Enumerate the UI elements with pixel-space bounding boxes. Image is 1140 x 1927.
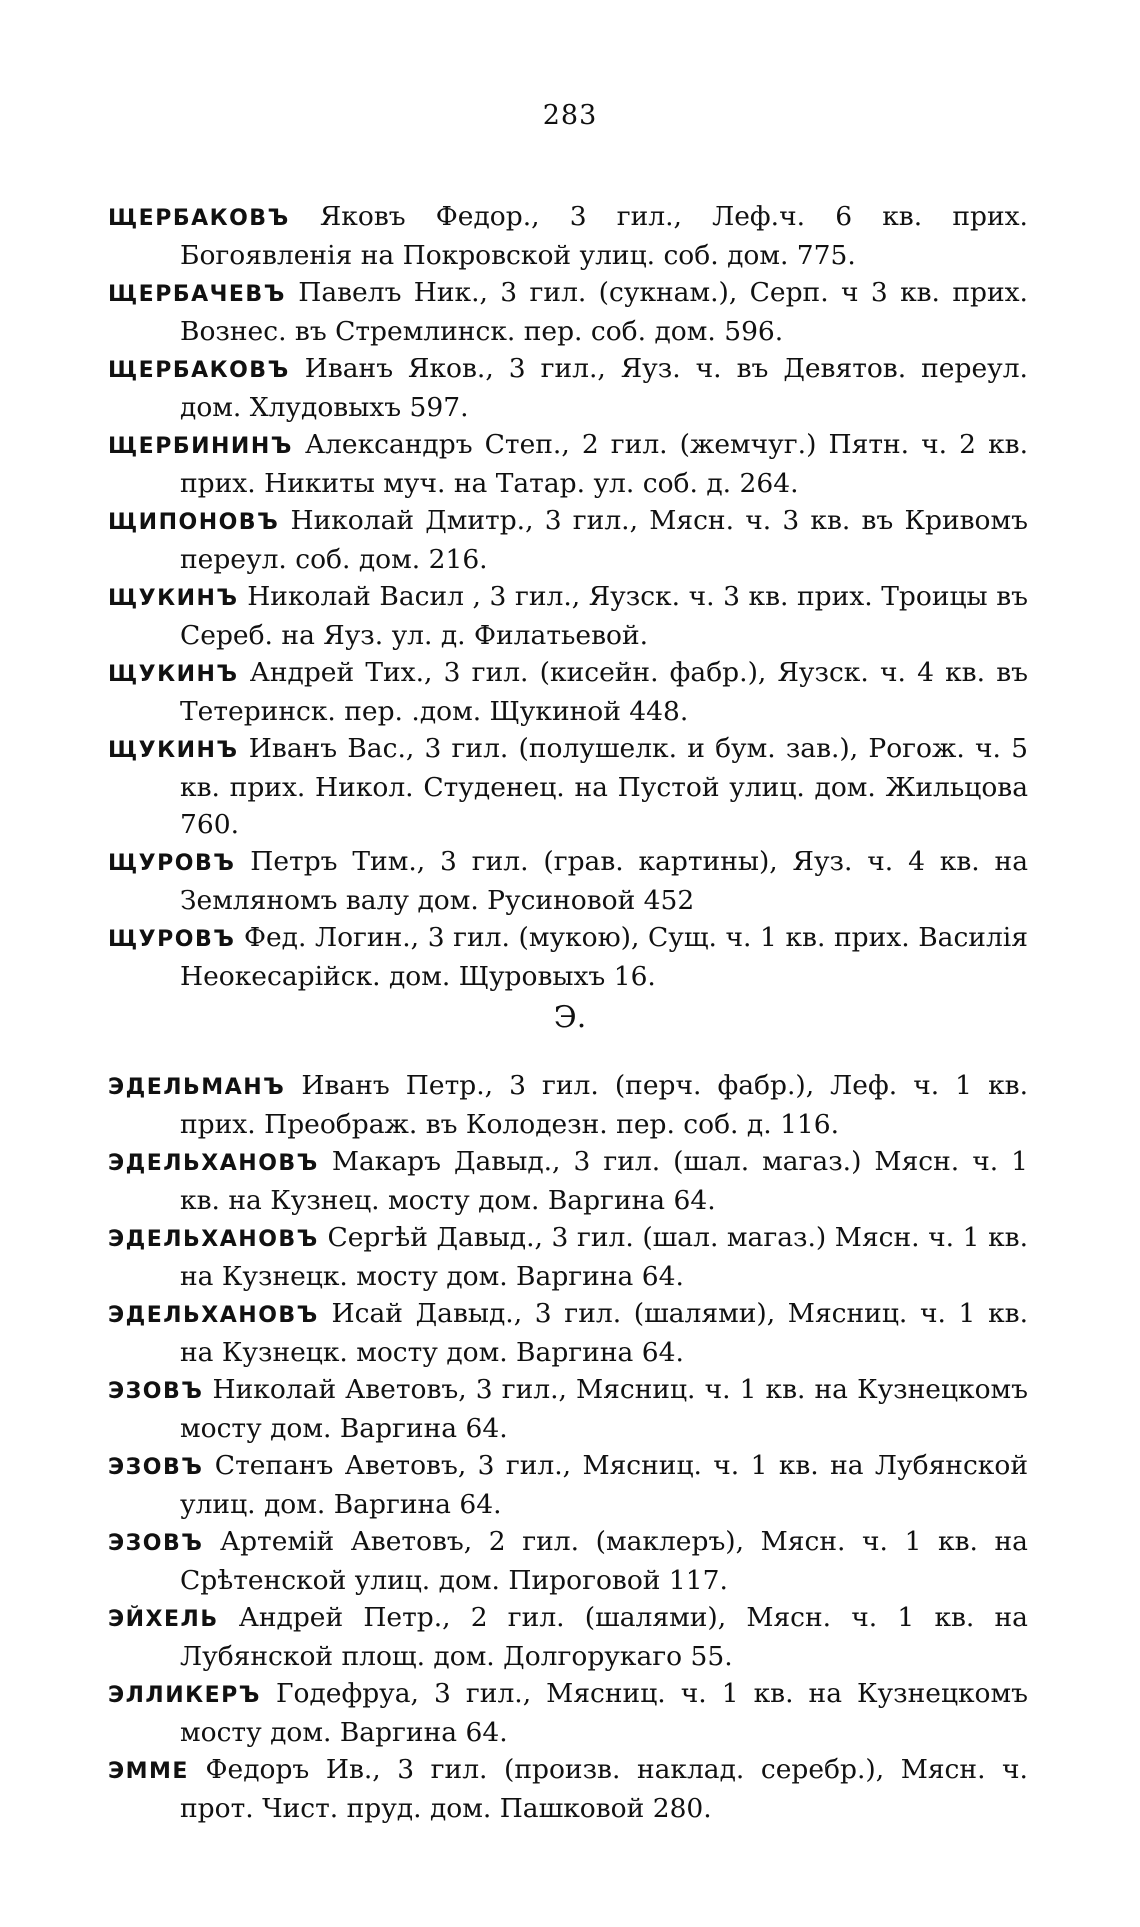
entry-surname: ЭДЕЛЬХАНОВЪ xyxy=(108,1151,319,1176)
entry-text: Годефруа, 3 гил., Мясниц. ч. 1 кв. на Кузнецкомъ мосту дом. Варгина 64. xyxy=(180,1678,1028,1748)
directory-entry xyxy=(108,1219,1028,1295)
entries-section-e xyxy=(108,1067,1028,1827)
directory-entry xyxy=(108,1675,1028,1751)
entries-section-shch xyxy=(108,198,1028,995)
entry-surname: ЭДЕЛЬМАНЪ xyxy=(108,1075,286,1100)
entry-text: Иванъ Вас., 3 гил. (полушелк. и бум. зав.), Рогож. ч. 5 кв. прих. Никол. Студенец. на Пустой улиц. дом. Жильцова 760. xyxy=(180,733,1028,840)
entry-text: Яковъ Федор., 3 гил., Леф.ч. 6 кв. прих. Богоявленія на Покровской улиц. соб. дом. 775. xyxy=(180,201,1028,271)
entry-surname: ЩУРОВЪ xyxy=(108,851,236,876)
entry-surname: ЩЕРБИНИНЪ xyxy=(108,434,293,459)
entry-text: Фед. Логин., 3 гил. (мукою), Сущ. ч. 1 кв. прих. Василія Неокесарійск. дом. Щуровыхъ 16. xyxy=(180,922,1028,992)
entry-text: Макаръ Давыд., 3 гил. (шал. магаз.) Мясн. ч. 1 кв. на Кузнец. мосту дом. Варгина 64. xyxy=(180,1146,1028,1216)
entry-surname: ЩУКИНЪ xyxy=(108,662,239,687)
entry-surname: ЭДЕЛЬХАНОВЪ xyxy=(108,1303,319,1328)
entry-text: Иванъ Яков., 3 гил., Яуз. ч. въ Девятов. переул. дом. Хлудовыхъ 597. xyxy=(180,353,1028,423)
directory-entry xyxy=(108,919,1028,995)
entry-surname: ЭЛЛИКЕРЪ xyxy=(108,1683,261,1708)
entry-surname: ЭДЕЛЬХАНОВЪ xyxy=(108,1227,319,1252)
directory-entry xyxy=(108,198,1028,274)
directory-entry xyxy=(108,1067,1028,1143)
directory-entry xyxy=(108,1295,1028,1371)
entry-surname: ЩЕРБАКОВЪ xyxy=(108,206,290,231)
directory-entry xyxy=(108,1751,1028,1827)
directory-entry xyxy=(108,1143,1028,1219)
entry-surname: ЭЗОВЪ xyxy=(108,1531,204,1556)
directory-entry xyxy=(108,350,1028,426)
directory-entry xyxy=(108,1523,1028,1599)
page-number: 283 xyxy=(542,100,598,131)
entry-text: Степанъ Аветовъ, 3 гил., Мясниц. ч. 1 кв. на Лубянской улиц. дом. Варгина 64. xyxy=(180,1450,1028,1520)
directory-entry xyxy=(108,502,1028,578)
entry-surname: ЩУКИНЪ xyxy=(108,586,239,611)
entry-surname: ЭЙХЕЛЬ xyxy=(108,1607,219,1632)
entry-surname: ЩЕРБАЧЕВЪ xyxy=(108,282,286,307)
directory-entry xyxy=(108,654,1028,730)
entry-text: Сергѣй Давыд., 3 гил. (шал. магаз.) Мясн. ч. 1 кв. на Кузнецк. мосту дом. Варгина 64. xyxy=(180,1222,1028,1292)
entry-text: Александръ Степ., 2 гил. (жемчуг.) Пятн. ч. 2 кв. прих. Никиты муч. на Татар. ул. соб. д. 264. xyxy=(180,429,1028,499)
entry-surname: ЩУКИНЪ xyxy=(108,738,239,763)
directory-entry xyxy=(108,843,1028,919)
section-letter-heading: Э. xyxy=(553,1000,587,1035)
entry-text: Иванъ Петр., 3 гил. (перч. фабр.), Леф. ч. 1 кв. прих. Преображ. въ Колодезн. пер. соб. д. 116. xyxy=(180,1070,1028,1140)
entry-text: Андрей Петр., 2 гил. (шалями), Мясн. ч. 1 кв. на Лубянской площ. дом. Долгорукаго 55. xyxy=(180,1602,1028,1672)
entry-surname: ЭММЕ xyxy=(108,1759,189,1784)
entry-surname: ЩИПОНОВЪ xyxy=(108,510,280,535)
directory-entry xyxy=(108,274,1028,350)
entry-text: Артемій Аветовъ, 2 гил. (маклеръ), Мясн. ч. 1 кв. на Срѣтенской улиц. дом. Пироговой 117. xyxy=(180,1526,1028,1596)
entry-surname: ЭЗОВЪ xyxy=(108,1455,204,1480)
directory-entry xyxy=(108,578,1028,654)
directory-entry xyxy=(108,426,1028,502)
entry-text: Исай Давыд., 3 гил. (шалями), Мясниц. ч. 1 кв. на Кузнецк. мосту дом. Варгина 64. xyxy=(180,1298,1028,1368)
entry-text: Павелъ Ник., 3 гил. (сукнам.), Серп. ч 3 кв. прих. Вознес. въ Стремлинск. пер. соб. дом. 596. xyxy=(180,277,1028,347)
directory-entry xyxy=(108,1371,1028,1447)
entry-surname: ЭЗОВЪ xyxy=(108,1379,204,1404)
directory-entry xyxy=(108,730,1028,843)
directory-entry xyxy=(108,1599,1028,1675)
entry-text: Андрей Тих., 3 гил. (кисейн. фабр.), Яузск. ч. 4 кв. въ Тетеринск. пер. .дом. Щукиной 448. xyxy=(180,657,1028,727)
entry-text: Федоръ Ив., 3 гил. (произв. наклад. серебр.), Мясн. ч. прот. Чист. пруд. дом. Пашковой 280. xyxy=(180,1754,1028,1824)
entry-text: Николай Дмитр., 3 гил., Мясн. ч. 3 кв. въ Кривомъ переул. соб. дом. 216. xyxy=(180,505,1028,575)
entry-text: Петръ Тим., 3 гил. (грав. картины), Яуз. ч. 4 кв. на Земляномъ валу дом. Русиновой 452 xyxy=(180,846,1028,916)
entry-surname: ЩУРОВЪ xyxy=(108,927,236,952)
entry-surname: ЩЕРБАКОВЪ xyxy=(108,358,290,383)
entry-text: Николай Аветовъ, 3 гил., Мясниц. ч. 1 кв. на Кузнецкомъ мосту дом. Варгина 64. xyxy=(180,1374,1028,1444)
directory-entry xyxy=(108,1447,1028,1523)
entry-text: Николай Васил , 3 гил., Яузск. ч. 3 кв. прих. Троицы въ Сереб. на Яуз. ул. д. Филатьевой. xyxy=(180,581,1028,651)
